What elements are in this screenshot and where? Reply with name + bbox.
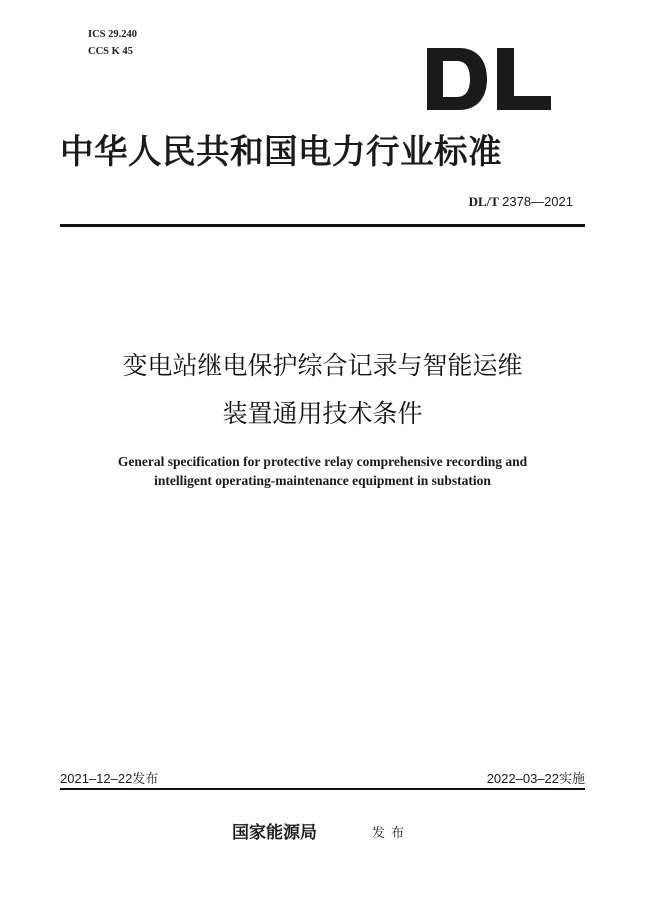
en-title-line-2: intelligent operating-maintenance equipment in substation xyxy=(154,473,491,488)
classification-codes xyxy=(88,26,137,60)
standard-number-prefix: DL/T xyxy=(468,194,499,209)
dl-logo-letter-d xyxy=(427,48,487,110)
standard-number-value: 2378—2021 xyxy=(502,194,573,209)
top-divider xyxy=(60,224,585,227)
dl-logo xyxy=(425,48,553,110)
en-title-line-1: General specification for protective relay comprehensive recording and xyxy=(117,454,528,469)
bottom-divider xyxy=(60,788,585,790)
standard-category-title: 中华人民共和国电力行业标准 xyxy=(60,132,502,171)
implementation-date: 2022–03–22实施 xyxy=(486,771,585,786)
standard-number xyxy=(469,194,573,210)
publisher-name: 国家能源局 xyxy=(232,823,317,843)
publish-label: 发布 xyxy=(372,826,411,841)
cn-title-line-2: 装置通用技术条件 xyxy=(222,399,423,428)
ics-code: ICS 29.240 xyxy=(88,29,138,40)
dl-logo-letter-l xyxy=(497,48,551,110)
issue-date: 2021–12–22发布 xyxy=(60,771,159,786)
cn-title-line-1: 变电站继电保护综合记录与智能运维 xyxy=(122,351,523,380)
ccs-code: CCS K 45 xyxy=(88,46,133,57)
